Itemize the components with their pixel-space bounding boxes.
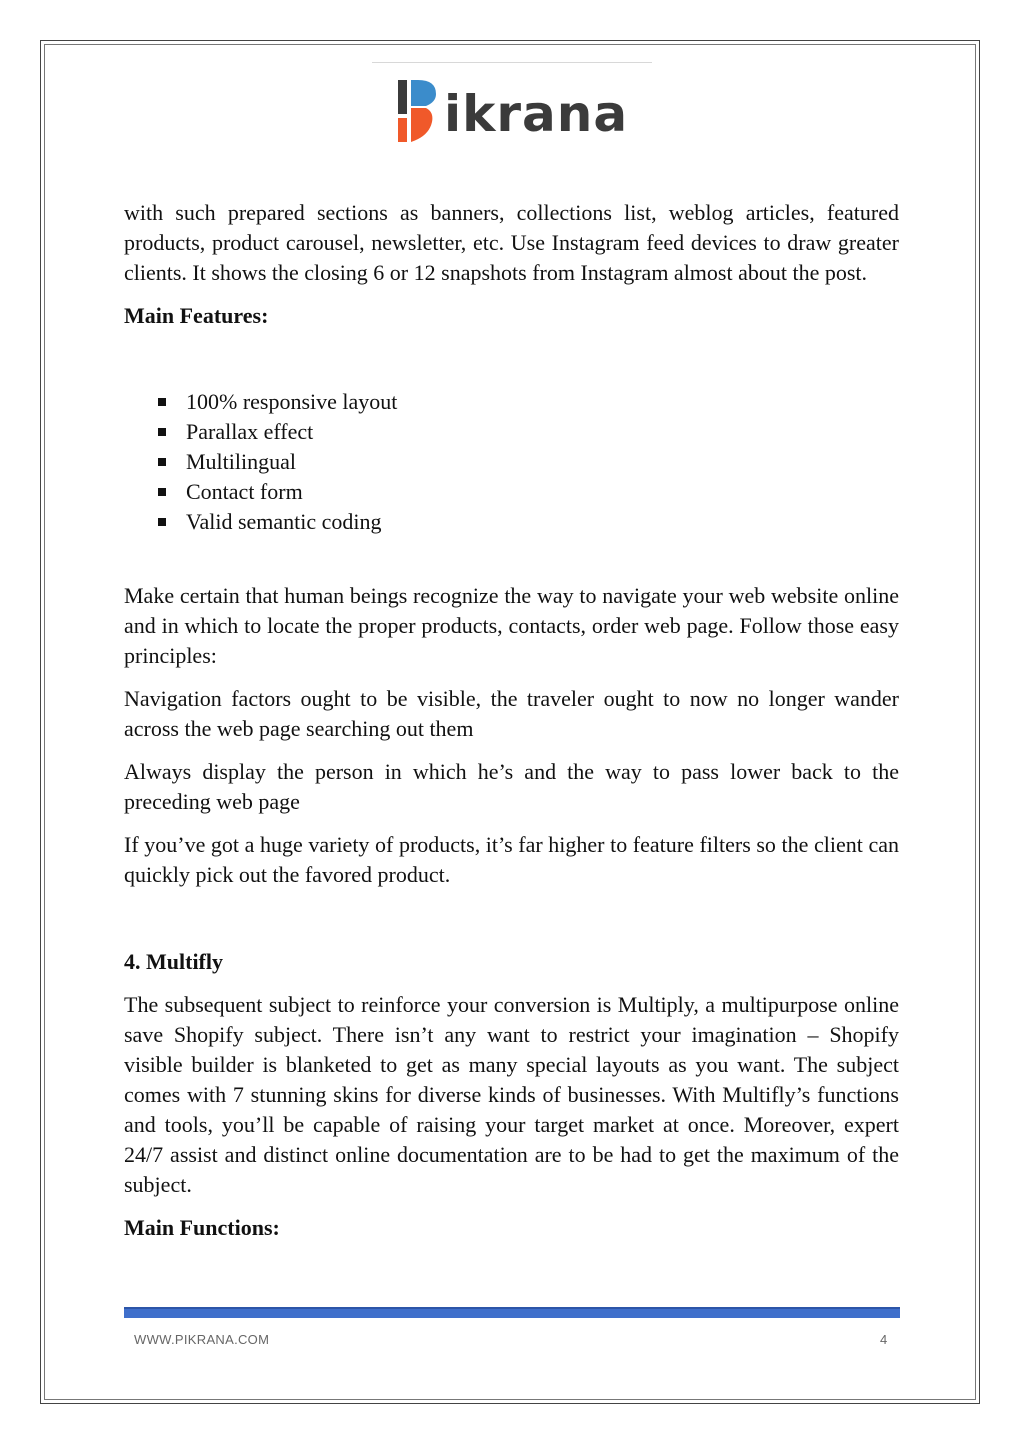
footer-bar bbox=[124, 1308, 900, 1318]
list-item: Multilingual bbox=[158, 447, 899, 477]
square-bullet-icon bbox=[158, 518, 166, 526]
logo-wordmark: ikrana bbox=[444, 85, 629, 143]
list-item: Parallax effect bbox=[158, 417, 899, 447]
section-heading: 4. Multifly bbox=[124, 949, 223, 974]
list-item: Contact form bbox=[158, 477, 899, 507]
multifly-paragraph: The subsequent subject to reinforce your conversion is Multiply, a multipurpose online save Shopify subject. There isn’t any want to restrict your imagination – Shopify visible builder is blanketed to get as many special layouts as you want. The subject comes with 7 stunning skins for diverse kinds of businesses. With Multifly’s functions and tools, you’ll be capable of raising your target market at once. Moreover, expert 24/7 assist and distinct online documentation are to be had to get the maximum of the subject. bbox=[124, 992, 899, 1197]
page-content bbox=[124, 198, 899, 1256]
functions-heading: Main Functions: bbox=[124, 1215, 280, 1240]
filters-paragraph: If you’ve got a huge variety of products, it’s far higher to feature filters so the client can quickly pick out the favored product. bbox=[124, 832, 899, 887]
navigation-paragraph: Make certain that human beings recognize the way to navigate your web website online and in which to locate the proper products, contacts, order web page. Follow those easy principles: bbox=[124, 583, 899, 668]
page-number: 4 bbox=[880, 1332, 888, 1347]
square-bullet-icon bbox=[158, 398, 166, 406]
pikrana-logo-icon bbox=[396, 78, 444, 144]
pikrana-logo bbox=[396, 76, 628, 146]
location-paragraph: Always display the person in which he’s and the way to pass lower back to the preceding web page bbox=[124, 759, 899, 814]
square-bullet-icon bbox=[158, 488, 166, 496]
intro-paragraph: with such prepared sections as banners, collections list, weblog articles, featured products, product carousel, newsletter, etc. Use Instagram feed devices to draw greater clients. It shows the closing 6 or 12 snapshots from Instagram almost about the post. bbox=[124, 200, 899, 285]
list-item: 100% responsive layout bbox=[158, 387, 899, 417]
list-item: Valid semantic coding bbox=[158, 507, 899, 537]
features-heading: Main Features: bbox=[124, 303, 269, 328]
square-bullet-icon bbox=[158, 428, 166, 436]
visibility-paragraph: Navigation factors ought to be visible, the traveler ought to now no longer wander across the web page searching out them bbox=[124, 686, 899, 741]
square-bullet-icon bbox=[158, 458, 166, 466]
footer-website: WWW.PIKRANA.COM bbox=[134, 1332, 270, 1347]
header-divider bbox=[372, 62, 652, 63]
footer-bar-edge bbox=[124, 1307, 900, 1309]
features-list bbox=[124, 387, 899, 537]
